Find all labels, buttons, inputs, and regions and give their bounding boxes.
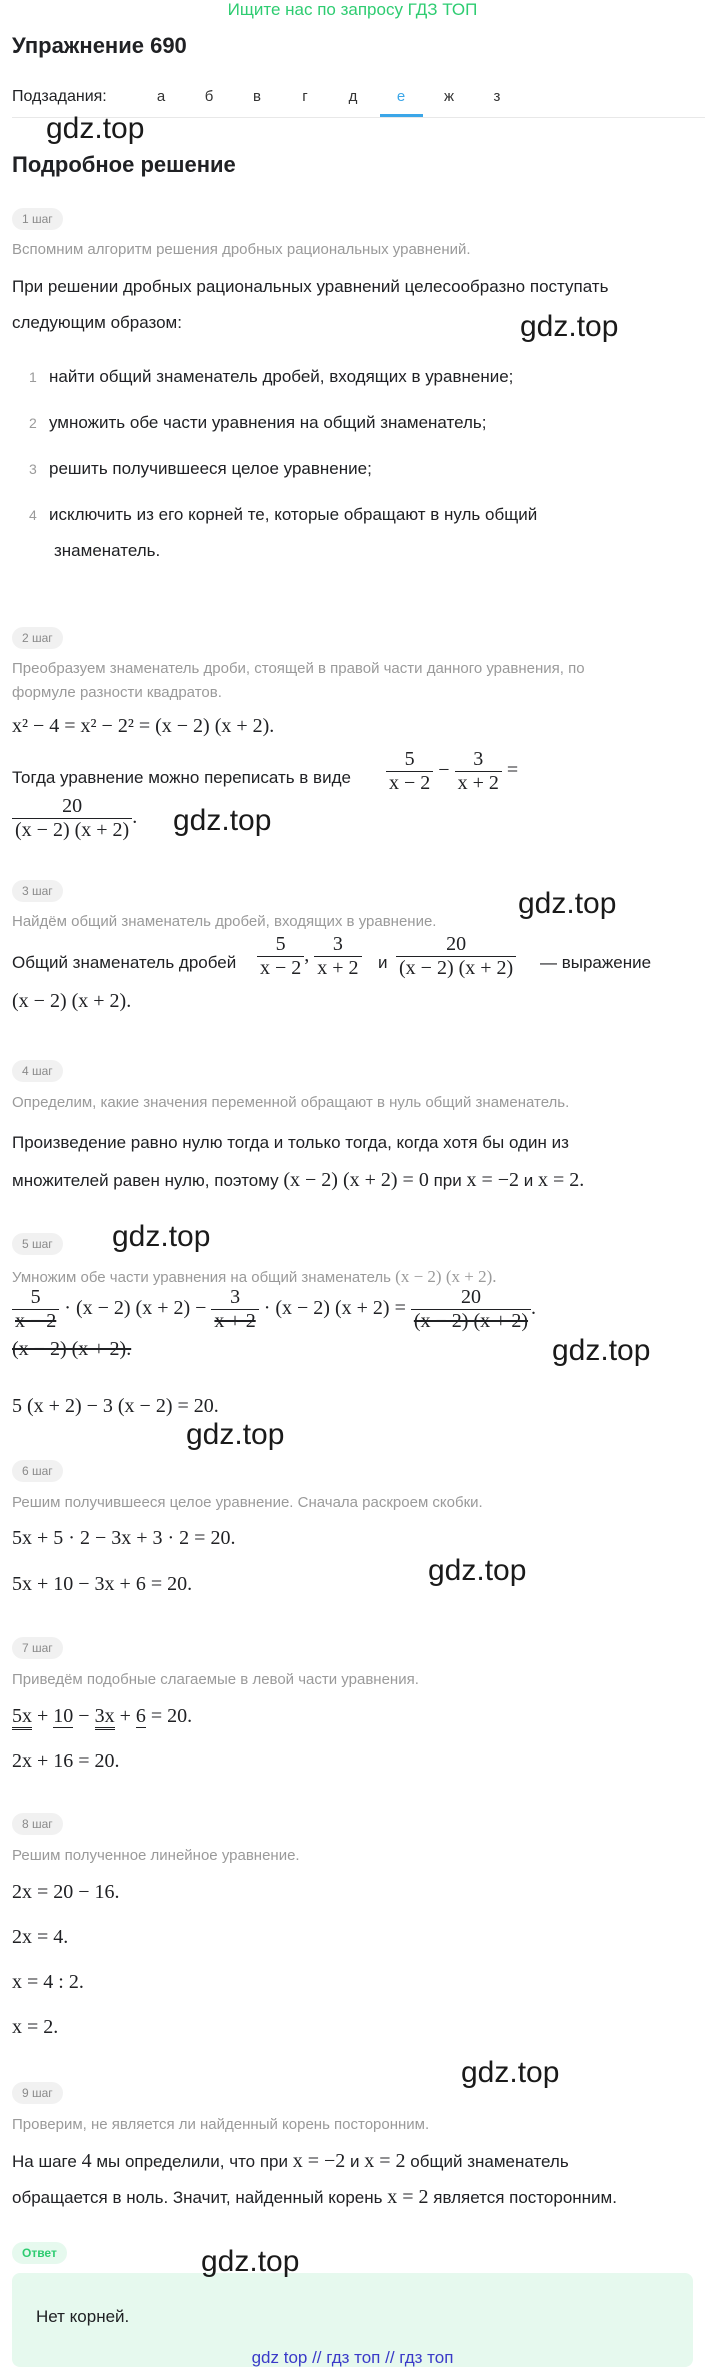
tab-z[interactable]: з [493,88,501,105]
step-5-line1 [12,1286,536,1333]
step-number: 4 [81,2150,92,2172]
denominator: x + 2 [314,956,361,980]
numerator: 20 [460,1286,481,1308]
denominator: x − 2 [12,1309,59,1333]
step-3-text-a: Общий знаменатель дробей [12,953,237,972]
denominator: (x − 2) (x + 2) [396,956,516,980]
step-5-hint [12,1267,497,1287]
page-title: Упражнение 690 [12,33,187,58]
root-a: x = −2 [292,2150,346,2172]
step-4-text: при [433,1171,462,1190]
operator: − [438,759,450,782]
operator: = [506,759,519,782]
section-title: Подробное решение [12,152,236,177]
step-4-text: и [523,1171,534,1190]
tab-zh[interactable]: ж [443,88,455,105]
step-4-line1: Произведение равно нулю тогда и только тогда, когда хотя бы один из [12,1133,569,1152]
step-9-text: мы определили, что при [96,2152,289,2171]
numerator: 3 [230,1286,241,1308]
numerator: 5 [404,748,415,770]
denominator: (x − 2) (x + 2) [411,1309,531,1333]
step-1-hint: Вспомним алгоритм решения дробных рациональных уравнений. [12,241,471,258]
footer-links[interactable]: gdz top // гдз топ // гдз топ [251,2348,454,2367]
step-3-hint: Найдём общий знаменатель дробей, входящих в уравнение. [12,913,437,930]
step-5-term: · (x − 2) (x + 2) − [64,1297,207,1320]
watermark: gdz.top [112,1220,211,1253]
tab-g[interactable]: г [302,88,308,105]
step-7-badge: 7 шаг [12,1637,63,1659]
step-7-line1: 5x + 10 − 3x + 6 = 20. [12,1705,192,1728]
denominator: x + 2 [211,1309,258,1333]
watermark: gdz.top [46,112,145,145]
step-4-badge: 4 шаг [12,1060,63,1082]
step-1-intro-line1: При решении дробных рациональных уравнений целесообразно поступать [12,277,609,296]
step-5-badge: 5 шаг [12,1233,63,1255]
operator: . [531,1297,537,1320]
watermark: gdz.top [520,310,619,343]
step-2-badge: 2 шаг [12,627,63,649]
step-5-line2: (x − 2) (x + 2). [12,1338,132,1360]
step-9-line1 [12,2150,569,2173]
step-6-badge: 6 шаг [12,1460,63,1482]
list-item: решить получившееся целое уравнение; [49,459,372,478]
answer-text: Нет корней. [36,2307,130,2326]
list-number: 3 [29,461,37,477]
list-number: 4 [29,507,37,523]
list-item: найти общий знаменатель дробей, входящих в уравнение; [49,367,514,386]
step-6-hint: Решим получившееся целое уравнение. Сначала раскроем скобки. [12,1494,483,1511]
step-5-hint-text: Умножим обе части уравнения на общий знаменатель [12,1269,391,1286]
denominator: x − 2 [386,771,433,795]
numerator: 5 [30,1286,41,1308]
operator: , [304,944,310,967]
step-2-text: Тогда уравнение можно переписать в виде [12,768,351,787]
step-3-fraction-c [396,933,516,980]
step-9-line2 [12,2186,617,2209]
list-item-continuation: знаменатель. [54,541,161,560]
numerator: 5 [275,933,286,955]
denominator: (x − 2) (x + 2) [12,818,132,842]
step-8-line: x = 4 : 2. [12,1971,84,1993]
step-3-and: и [378,953,388,972]
step-9-text: общий знаменатель [410,2152,569,2171]
tab-v[interactable]: в [253,88,261,105]
watermark: gdz.top [518,887,617,920]
step-5-term: · (x − 2) (x + 2) = [263,1297,406,1320]
step-6-line2: 5x + 10 − 3x + 6 = 20. [12,1573,193,1595]
step-1-intro-line2: следующим образом: [12,313,182,332]
step-9-badge: 9 шаг [12,2082,63,2104]
watermark: gdz.top [428,1554,527,1587]
common-denominator: (x − 2) (x + 2). [12,990,132,1012]
zero-product: (x − 2) (x + 2) = 0 [283,1169,429,1191]
root-a: x = −2 [466,1169,520,1191]
step-2-hint-line2: формуле разности квадратов. [12,684,222,701]
step-5-hint-expr: (x − 2) (x + 2). [395,1267,497,1286]
search-banner: Ищите нас по запросу ГДЗ ТОП [227,0,478,19]
numerator: 20 [62,795,83,817]
operator: . [132,806,138,829]
step-8-hint: Решим полученное линейное уравнение. [12,1847,300,1864]
numerator: 3 [473,748,484,770]
root-b: x = 2 [364,2150,406,2172]
step-4-text: множителей равен нулю, поэтому [12,1171,279,1190]
step-9-text: является посторонним. [433,2188,617,2207]
watermark: gdz.top [186,1418,285,1451]
step-8-badge: 8 шаг [12,1813,63,1835]
like-term: 6 [135,1705,146,1727]
like-term: 10 [53,1705,74,1727]
step-9-text: и [350,2152,360,2171]
step-8-line: 2x = 4. [12,1926,69,1948]
step-1-badge: 1 шаг [12,208,63,230]
list-number: 1 [29,369,37,385]
list-number: 2 [29,415,37,431]
root-b: x = 2 [387,2186,429,2208]
step-2-rhs [12,795,137,842]
denominator: x + 2 [455,771,502,795]
step-9-text: На шаге [12,2152,77,2171]
denominator: x − 2 [257,956,304,980]
watermark: gdz.top [461,2056,560,2089]
step-7-line2: 2x + 16 = 20. [12,1750,120,1772]
numerator: 3 [332,933,343,955]
step-3-badge: 3 шаг [12,880,63,902]
like-term: 3x [95,1705,115,1730]
like-term: 5x [12,1705,32,1730]
step-4-line2 [12,1169,584,1192]
equation-tail: = 20. [150,1705,193,1727]
step-8-line: 2x = 20 − 16. [12,1881,120,1903]
tab-d[interactable]: д [348,88,358,105]
step-4-hint: Определим, какие значения переменной обращают в нуль общий знаменатель. [12,1094,570,1111]
root-b: x = 2. [538,1169,585,1191]
tab-e[interactable]: е [396,88,406,105]
step-9-text: обращается в ноль. Значит, найденный корень [12,2188,383,2207]
list-item: умножить обе части уравнения на общий знаменатель; [49,413,487,432]
step-5-line3: 5 (x + 2) − 3 (x − 2) = 20. [12,1395,219,1417]
step-3-fractions [257,933,362,980]
watermark: gdz.top [173,804,272,837]
watermark: gdz.top [201,2245,300,2278]
step-8-line: x = 2. [12,2016,59,2038]
watermark: gdz.top [552,1334,651,1367]
answer-badge: Ответ [12,2242,67,2264]
list-item: исключить из его корней те, которые обращают в нуль общий [49,505,538,524]
step-3-text-b: — выражение [540,953,652,972]
step-7-hint: Приведём подобные слагаемые в левой части уравнения. [12,1671,419,1688]
difference-of-squares: x² − 4 = x² − 2² = (x − 2) (x + 2). [12,715,275,737]
tab-a[interactable]: а [156,88,166,105]
numerator: 20 [446,933,467,955]
step-2-hint-line1: Преобразуем знаменатель дроби, стоящей в правой части данного уравнения, по [12,660,585,677]
subtasks-label: Подзадания: [12,88,107,105]
tab-b[interactable]: б [204,88,214,105]
step-9-hint: Проверим, не является ли найденный корень посторонним. [12,2116,430,2133]
step-2-equation [386,748,518,795]
step-6-line1: 5x + 5 · 2 − 3x + 3 · 2 = 20. [12,1527,236,1549]
